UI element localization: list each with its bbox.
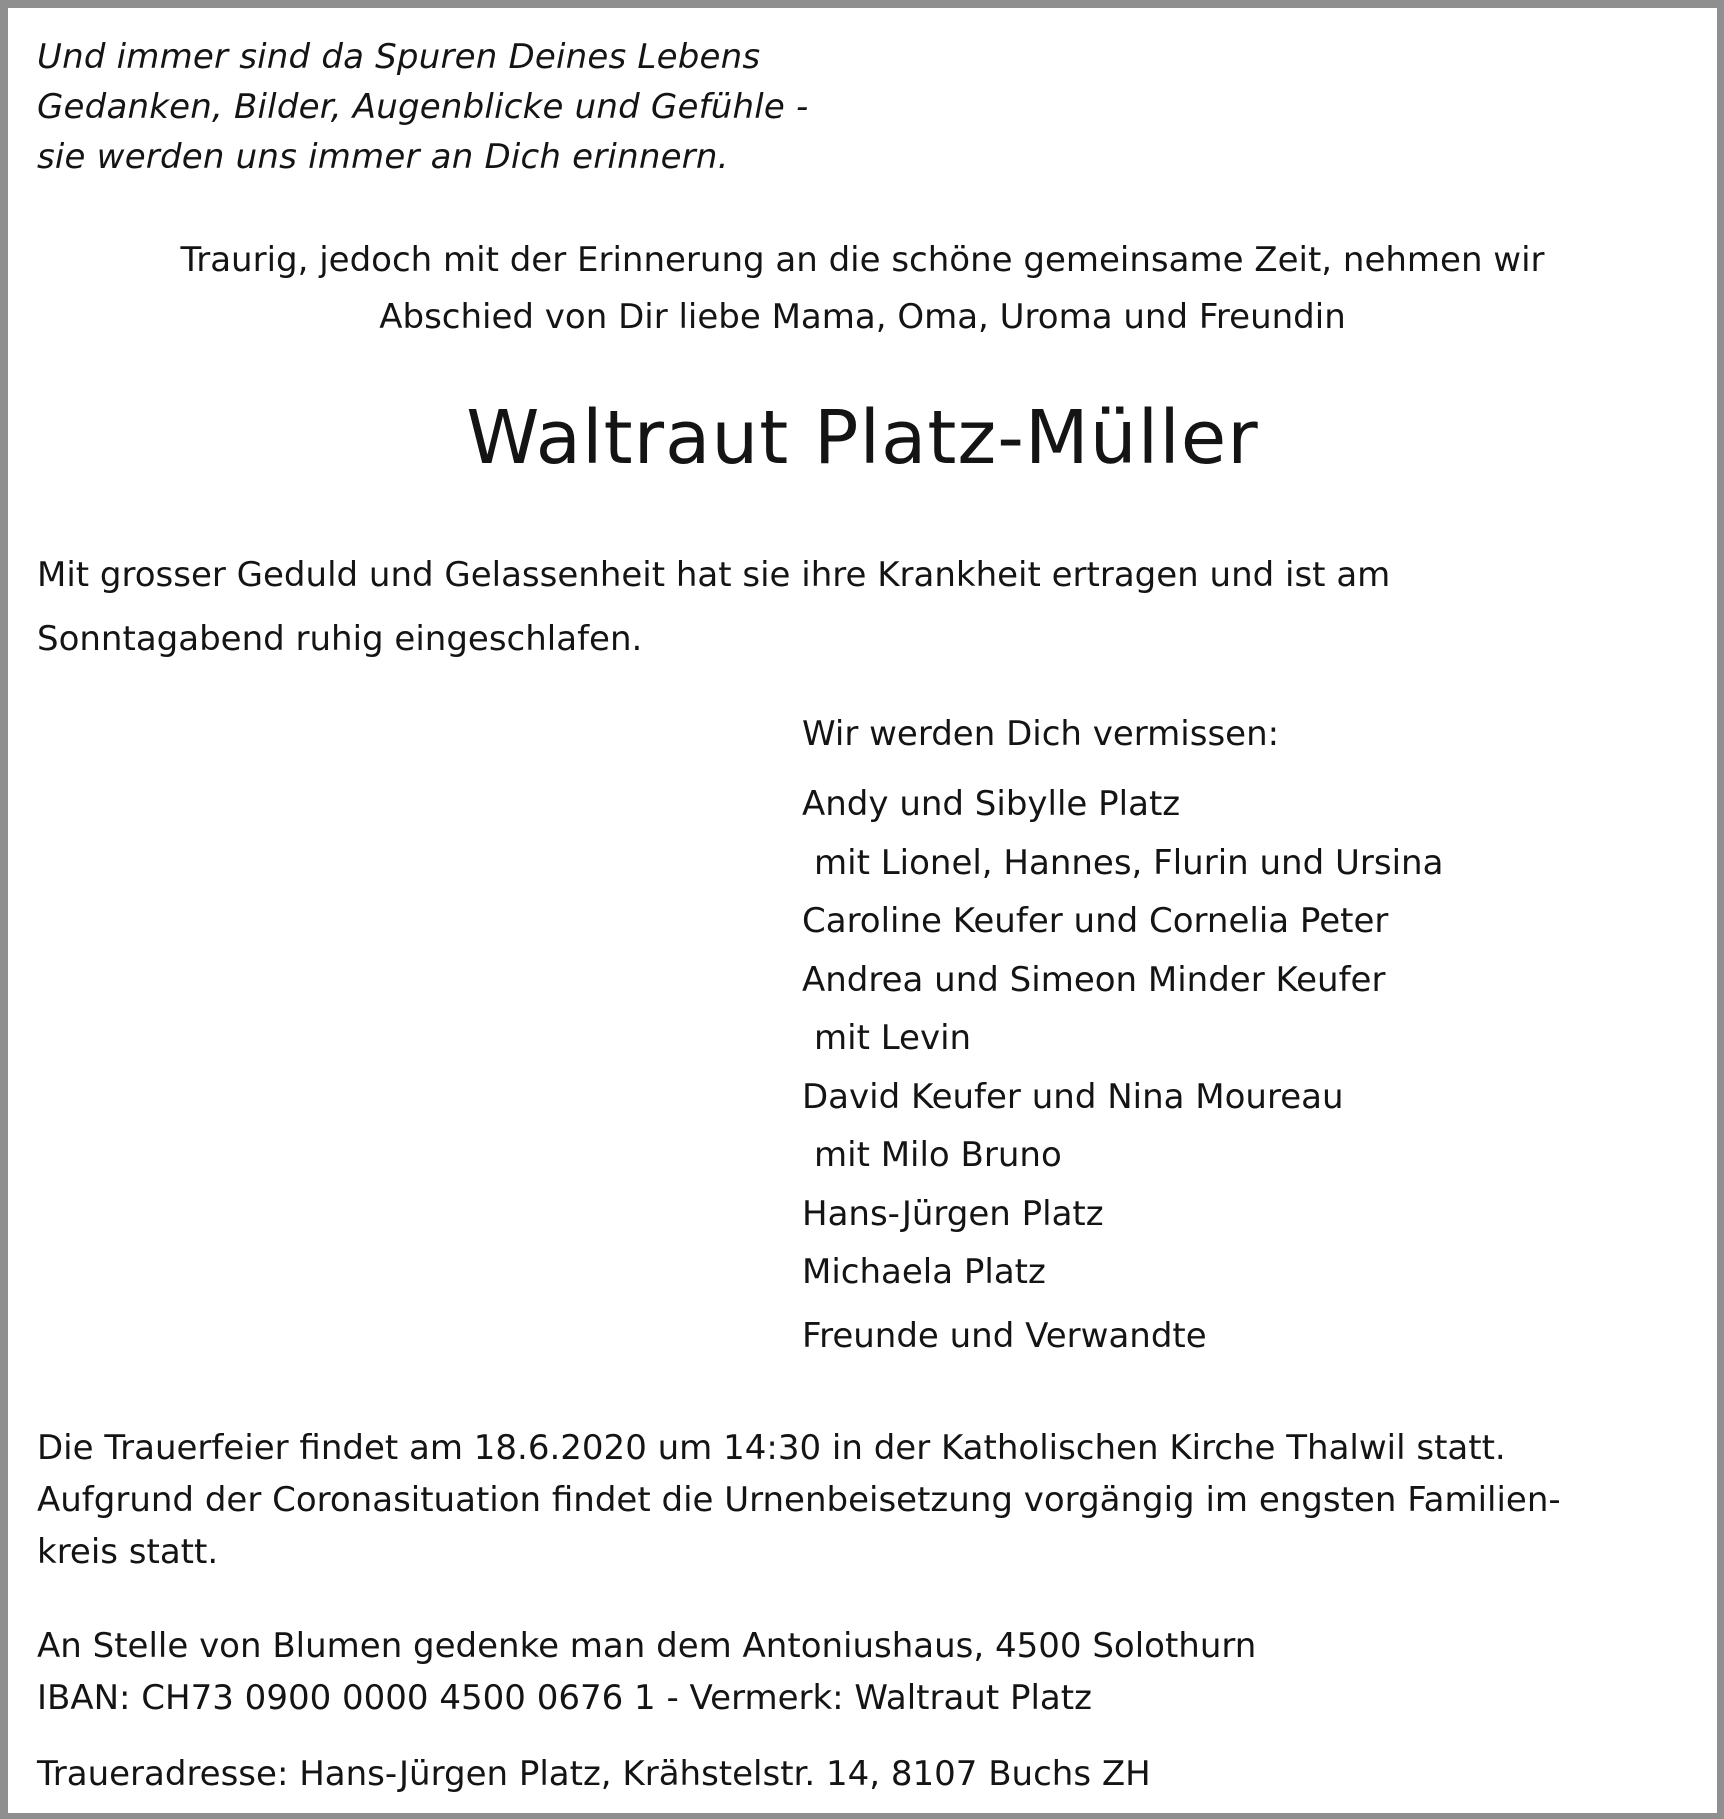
memorial-verse xyxy=(37,32,937,182)
ceremony-line: kreis statt. xyxy=(37,1532,219,1572)
statement-line: Sonntagabend ruhig eingeschlafen. xyxy=(37,619,643,659)
mourning-address: Traueradresse: Hans-Jürgen Platz, Krähstelstr. 14, 8107 Buchs ZH xyxy=(37,1754,1151,1794)
intro-line: Traurig, jedoch mit der Erinnerung an die schöne gemeinsame Zeit, nehmen wir xyxy=(180,240,1545,280)
mourner-entry: Andrea und Simeon Minder Keufer xyxy=(802,959,1386,1000)
mourners-block xyxy=(802,705,1702,1365)
mourner-entry: Michaela Platz xyxy=(802,1252,1046,1292)
mourner-entry: mit Levin xyxy=(814,1018,972,1058)
mourner-entry: Freunde und Verwandte xyxy=(802,1315,1207,1356)
farewell-intro xyxy=(8,232,1717,346)
verse-line: Gedanken, Bilder, Augenblicke und Gefühle - xyxy=(37,87,809,127)
funeral-ceremony-info xyxy=(37,1422,1677,1578)
ceremony-line: Aufgrund der Coronasituation findet die Urnenbeisetzung vorgängig im engsten Familien- xyxy=(37,1480,1561,1520)
donation-iban-line: IBAN: CH73 0900 0000 4500 0676 1 - Vermerk: Waltraut Platz xyxy=(37,1678,1092,1718)
mourner-list xyxy=(802,775,1702,1365)
ceremony-line: Die Trauerfeier findet am 18.6.2020 um 14:30 in der Katholischen Kirche Thalwil statt. xyxy=(37,1428,1506,1468)
statement-line: Mit grosser Geduld und Gelassenheit hat sie ihre Krankheit ertragen und ist am xyxy=(37,555,1391,595)
mourner-entry: David Keufer und Nina Moureau xyxy=(802,1076,1344,1117)
donation-line: An Stelle von Blumen gedenke man dem Antoniushaus, 4500 Solothurn xyxy=(37,1626,1257,1666)
mourner-entry: Hans-Jürgen Platz xyxy=(802,1193,1104,1234)
deceased-name: Waltraut Platz-Müller xyxy=(466,395,1259,481)
verse-line: sie werden uns immer an Dich erinnern. xyxy=(37,137,729,177)
obituary-notice-content xyxy=(8,8,1717,1813)
passing-statement xyxy=(37,543,1637,671)
mourner-entry: Andy und Sibylle Platz xyxy=(802,784,1181,824)
mourner-entry: mit Milo Bruno xyxy=(814,1135,1062,1175)
verse-line: Und immer sind da Spuren Deines Lebens xyxy=(37,37,761,77)
intro-line: Abschied von Dir liebe Mama, Oma, Uroma und Freundin xyxy=(379,297,1346,337)
mourner-entry: mit Lionel, Hannes, Flurin und Ursina xyxy=(814,842,1444,883)
mourners-heading: Wir werden Dich vermissen: xyxy=(802,714,1280,754)
donation-info xyxy=(37,1620,1677,1724)
mourner-entry: Caroline Keufer und Cornelia Peter xyxy=(802,901,1389,941)
